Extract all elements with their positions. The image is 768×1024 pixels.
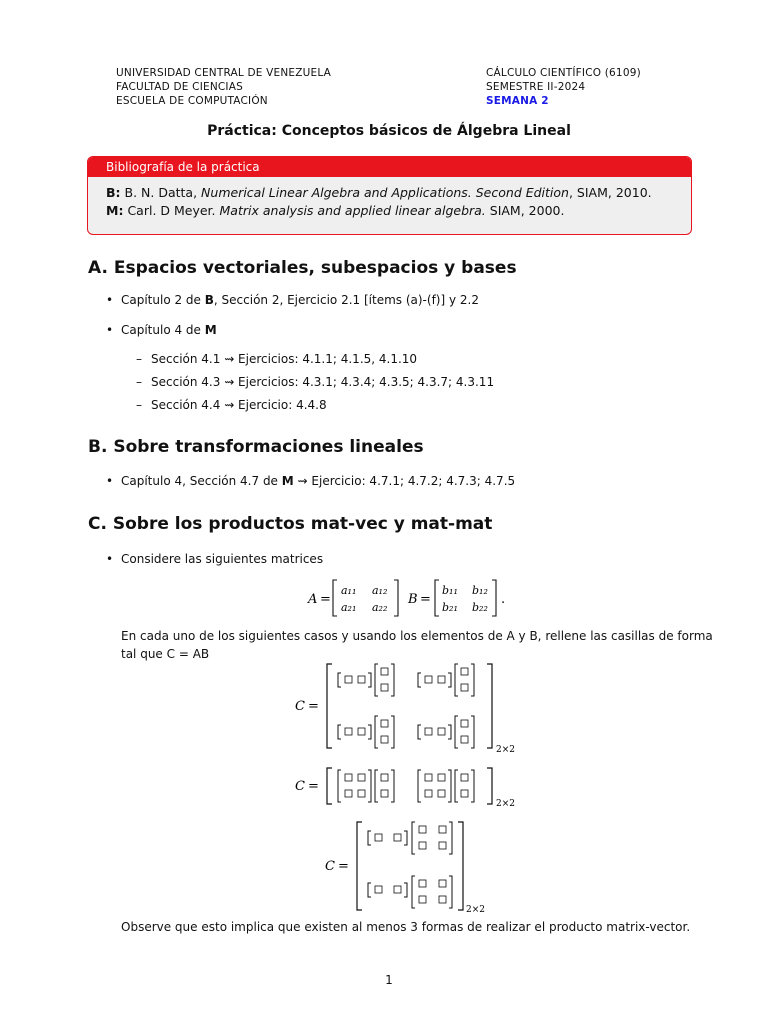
university-name: UNIVERSIDAD CENTRAL DE VENEZUELA bbox=[116, 67, 332, 79]
bibliography-entry bbox=[88, 202, 691, 220]
list-item: Considere las siguientes matrices bbox=[121, 552, 324, 566]
item-text: Capítulo 4, Sección 4.7 de bbox=[121, 474, 282, 488]
list-item bbox=[121, 474, 515, 488]
svg-text:b₁₂: b₁₂ bbox=[472, 584, 488, 597]
bullet-icon: • bbox=[106, 293, 114, 307]
entry-key: B: bbox=[106, 185, 121, 200]
case-2-matrix bbox=[290, 766, 530, 810]
svg-text:a₂₁: a₂₁ bbox=[341, 601, 357, 614]
section-c-title: C. Sobre los productos mat-vec y mat-mat bbox=[88, 514, 493, 534]
svg-text:.: . bbox=[501, 592, 506, 607]
item-text: ⇝ Ejercicio: 4.7.1; 4.7.2; 4.7.3; 4.7.5 bbox=[293, 474, 516, 488]
instruction-text: En cada uno de los siguientes casos y usando los elementos de A y B, rellene las casillas de forma bbox=[121, 629, 713, 643]
item-text: Capítulo 4 de bbox=[121, 323, 205, 337]
course-name: CÁLCULO CIENTÍFICO (6109) bbox=[486, 67, 641, 79]
entry-publisher: , SIAM, 2010. bbox=[568, 185, 652, 200]
faculty-name: FACULTAD DE CIENCIAS bbox=[116, 81, 243, 93]
instruction-text: tal que C = AB bbox=[121, 647, 210, 661]
entry-author: Carl. D Meyer. bbox=[127, 203, 216, 218]
entry-key: M: bbox=[106, 203, 124, 218]
section-a-title: A. Espacios vectoriales, subespacios y bases bbox=[88, 258, 517, 278]
item-ref: M bbox=[204, 323, 217, 337]
semester: SEMESTRE II-2024 bbox=[486, 81, 586, 93]
list-item bbox=[121, 323, 217, 337]
week-label: SEMANA 2 bbox=[486, 95, 549, 107]
school-name: ESCUELA DE COMPUTACIÓN bbox=[116, 95, 268, 107]
bullet-icon: • bbox=[106, 474, 114, 488]
bibliography-heading: Bibliografía de la práctica bbox=[88, 157, 691, 177]
page-title: Práctica: Conceptos básicos de Álgebra Lineal bbox=[207, 123, 571, 139]
bullet-icon: • bbox=[106, 552, 114, 566]
entry-publisher: SIAM, 2000. bbox=[485, 203, 565, 218]
svg-text:b₂₁: b₂₁ bbox=[442, 601, 458, 614]
case-1-matrix bbox=[290, 662, 530, 754]
item-text: Capítulo 2 de bbox=[121, 293, 205, 307]
entry-work: Matrix analysis and applied linear algebra. bbox=[219, 203, 486, 218]
svg-text:a₁₁: a₁₁ bbox=[341, 584, 357, 597]
bullet-icon: • bbox=[106, 323, 114, 337]
item-ref: M bbox=[281, 474, 294, 488]
svg-text:a₁₂: a₁₂ bbox=[372, 584, 388, 597]
entry-work: Numerical Linear Algebra and Applications. Second Edition bbox=[201, 185, 569, 200]
list-item bbox=[121, 293, 479, 307]
entry-author: B. N. Datta, bbox=[124, 185, 198, 200]
svg-text:=: = bbox=[338, 859, 349, 874]
svg-text:2×2: 2×2 bbox=[496, 799, 515, 809]
bibliography-entry bbox=[88, 184, 691, 202]
sub-item: Sección 4.1 ⇝ Ejercicios: 4.1.1; 4.1.5, 4.1.10 bbox=[151, 352, 418, 366]
case-3-matrix bbox=[320, 820, 500, 916]
svg-text:C: C bbox=[325, 859, 335, 874]
closing-note: Observe que esto implica que existen al menos 3 formas de realizar el producto matrix-vector. bbox=[121, 920, 691, 934]
dash-icon: – bbox=[136, 375, 142, 389]
item-ref: B bbox=[204, 293, 214, 307]
institution-header bbox=[116, 66, 331, 108]
svg-text:=: = bbox=[320, 592, 331, 607]
svg-text:=: = bbox=[308, 699, 319, 714]
bibliography-box bbox=[87, 156, 692, 235]
matrix-definitions bbox=[300, 576, 530, 620]
svg-text:2×2: 2×2 bbox=[496, 745, 515, 754]
sub-item: Sección 4.3 ⇝ Ejercicios: 4.3.1; 4.3.4; 4.3.5; 4.3.7; 4.3.11 bbox=[151, 375, 495, 389]
dash-icon: – bbox=[136, 352, 142, 366]
svg-text:A: A bbox=[308, 592, 318, 607]
item-text: , Sección 2, Ejercicio 2.1 [ítems (a)-(f)] y 2.2 bbox=[213, 293, 479, 307]
svg-text:b₁₁: b₁₁ bbox=[442, 584, 458, 597]
svg-text:a₂₂: a₂₂ bbox=[372, 601, 388, 614]
dash-icon: – bbox=[136, 398, 142, 412]
svg-text:B: B bbox=[408, 592, 418, 607]
svg-text:C: C bbox=[295, 779, 305, 794]
sub-item: Sección 4.4 ⇝ Ejercicio: 4.4.8 bbox=[151, 398, 327, 412]
page-number: 1 bbox=[385, 973, 393, 987]
svg-text:C: C bbox=[295, 699, 305, 714]
svg-text:2×2: 2×2 bbox=[466, 905, 485, 915]
svg-text:=: = bbox=[420, 592, 431, 607]
section-b-title: B. Sobre transformaciones lineales bbox=[88, 437, 424, 457]
svg-text:=: = bbox=[308, 779, 319, 794]
svg-text:b₂₂: b₂₂ bbox=[472, 601, 488, 614]
course-header bbox=[486, 66, 641, 108]
